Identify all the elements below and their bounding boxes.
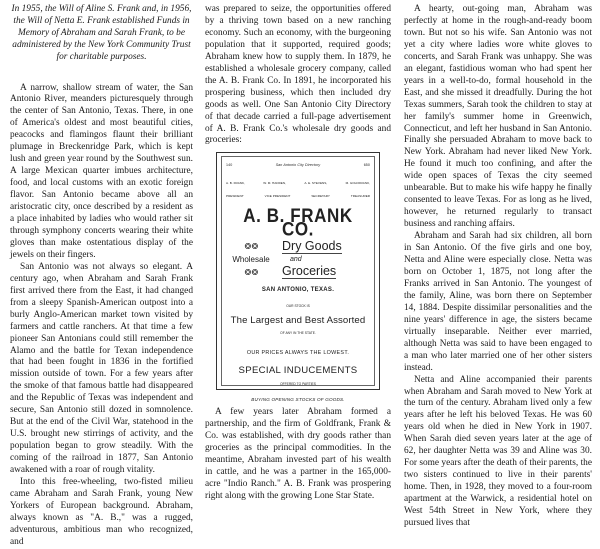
ad-page-left: 140: [226, 163, 233, 168]
ad-directory: San Antonio City Directory: [275, 163, 321, 168]
ad-our-stock: OUR STOCK IS: [286, 304, 310, 309]
ad-page-number: 650: [363, 163, 370, 168]
paragraph-5: A few years later Abraham formed a partnership, and the firm of Goldfrank, Frank & Co. was established, with dry goods rather than groceries as the principal commodities. In the meantime, Abraham invested part of his wealth in cattle, and he was a partner in the 165,000-acre "Indio Ranch." A. B. Frank was prospering right along with the growing Lone Star State.: [205, 407, 391, 502]
column-2: [205, 4, 391, 503]
paragraph-3: Into this free-wheeling, two-fisted milieu came Abraham and Sarah Frank, young New Yorkers of European background. Abraham, always known as "A. B.," was a rugged, adventurous, ambitious man who recognized, and: [10, 476, 193, 547]
ad-partner: A. E. STEVENS,: [304, 181, 328, 186]
ad-buying: BUYING OPENING STOCKS OF GOODS.: [251, 396, 345, 402]
ad-special: SPECIAL INDUCEMENTS: [238, 364, 358, 376]
ad-partner: M. GOLDFRANK,: [345, 181, 370, 186]
ad-dry-goods: Dry Goods: [282, 239, 342, 254]
paragraph-8: Netta and Aline accompanied their parents when Abraham and Sarah moved to New York at the turn of the century. Abraham lived only a few years after he left his beloved Texas. He was 60 years old when he died in New York in 1907. When Sarah died seven years later at the age of 62, her daughter Netta was 39 and Aline was 30. For some years after the death of their parents, the two sisters continued to live in their parents' home. Then, in 1928, they moved to a four-room apartment at the Warwick, a residential hotel on West 54th Street in New York, where they pursued lives that: [404, 374, 592, 528]
ad-and: and: [290, 256, 302, 264]
ad-title: VICE PRESIDENT: [264, 194, 291, 199]
memorial-note: In 1955, the Will of Aline S. Frank and, in 1956, the Will of Netta E. Frank established Funds in Memory of Abraham and Sarah Frank, to be administered by the New York Community Trust for charitable purposes.: [11, 4, 192, 62]
ad-groceries: Groceries: [282, 264, 337, 279]
column-3: [404, 4, 592, 530]
ad-largest: The Largest and Best Assorted: [230, 314, 366, 326]
paragraph-7: Abraham and Sarah had six children, all born in San Antonio. Of the five girls and one boy, Netta and Aline were especially close. Netta was born on October 1, 1875, not long after the Franks arrived in San Antonio. The youngest of the family, Aline, was born there on September 14, 1884. Despite dissimilar personalities and the nine years' difference in age, the sisters became virtually inseparable. Neither ever married, although Netta was said to have been engaged to a man who later married one of her other sisters instead.: [404, 231, 592, 373]
ornament-icon: ❂ ❂: [244, 268, 258, 278]
ad-title: PRESIDENT: [226, 194, 244, 199]
ornament-icon: ❂ ❂: [244, 242, 258, 252]
paragraph-1: A narrow, shallow stream of water, the San Antonio River, meanders picturesquely through the center of San Antonio, Texas. There, in one of America's oldest and most beautiful cities, peacocks and flamingos flaunt their brilliant plumage in Breckenridge Park, which is kept lush and green year round by the Southwest sun. A large Mexican quarter imbues architecture, food, and local customs with an exotic foreign flavor. San Antonio became above all an aristocratic city, once described by a resident as a place inhabited by ladies who would rather sit through symphony concerts wearing their white gloves than make ostentatious display of the jewels on their fingers.: [10, 82, 193, 260]
paragraph-6: A hearty, out-going man, Abraham was perfectly at home in the rough-and-ready boom town. But not so his wife. San Antonio was not yet a city where ladies wore white gloves to concerts, and Sarah Frank was unhappy. She was an elegant, fastidious woman who had spent her years in a well-to-do, formal household in the East, and she missed it dreadfully. During the hot Texas summers, Sarah took the children to stay at her family's summer home in Greenwich, Connecticut, and left her husband in San Antonio. Finally she persuaded Abraham to move back to New York. Abraham had never liked New York. He found it much too confining, and after the wide open spaces of Texas the city seemed unbearable. But to make his wife happy he finally consented to leave Texas. For as long as he lived, however, he returned regularly to transact business and ranching affairs.: [404, 4, 592, 230]
ad-wholesale: Wholesale: [232, 255, 270, 265]
advertisement: [216, 152, 380, 402]
ad-firm-name: A. B. FRANK CO.: [243, 204, 353, 241]
ad-city: SAN ANTONIO, TEXAS.: [261, 287, 335, 294]
ad-title: TREASURER: [350, 194, 370, 199]
ad-prices: OUR PRICES ALWAYS THE LOWEST.: [246, 349, 350, 356]
paragraph-2: San Antonio was not always so elegant. A century ago, when Abraham and Sarah Frank first arrived there from the East, it had changed from a sleepy Spanish-American outpost into a burly Anglo-American market town visited by farmers and cattle ranchers. At that time a few pioneer San Antonians could still remember the Alamo and the battle for Texan independence that had been fought in 1836 in the fortified mission outside of town. For a few years after the smoke of that famous battle had disappeared and the Republic of Texas was independent and secure, San Antonio still dozed in somnolence. But at the end of the Civil War, statehood in the U.S. brought new stirrings of activity, and the population began to grow steadily. With the coming of the railroad in 1877, San Antonio awakened with a roar of rough vitality.: [10, 261, 193, 476]
ad-partner: W. M. HADDEN,: [263, 181, 286, 186]
ad-partner: A. B. FRANK,: [226, 181, 245, 186]
ad-title: SECRETARY: [311, 194, 330, 199]
paragraph-4: was prepared to seize, the opportunities offered by a thriving town based on a new ranching economy. Such an economy, with the burgeoning population that it supported, required goods; Abraham knew how to supply them. In 1879, he established a wholesale grocery company, called the A. B. Frank Co. In 1891, he incorporated his prospering business, which then included dry goods as well. One San Antonio City Directory of that decade carried a full-page advertisement of A. B. Frank Co.'s wholesale dry goods and groceries:: [205, 4, 391, 146]
ad-of-any: OF ANY IN THE STATE.: [280, 330, 316, 335]
ad-offered: OFFERED TO PARTIES: [280, 381, 316, 386]
column-1: [10, 4, 193, 549]
